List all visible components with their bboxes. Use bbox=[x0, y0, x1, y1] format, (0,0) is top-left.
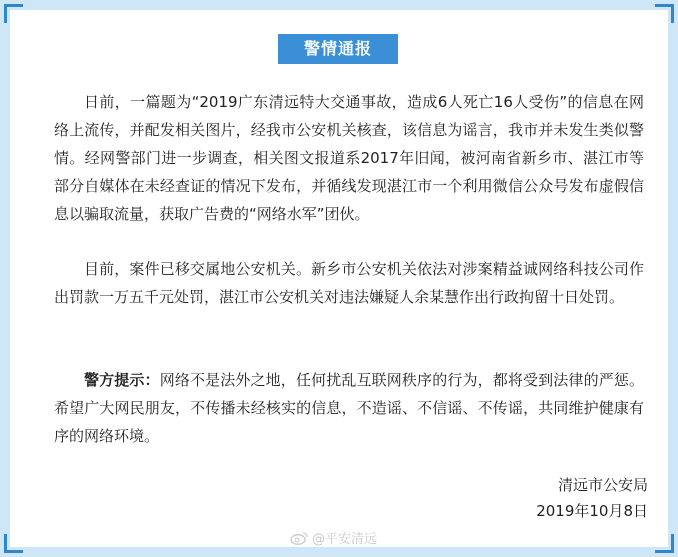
police-tip-text: 网络不是法外之地，任何扰乱互联网秩序的行为，都将受到法律的严惩。希望广大网民朋友，不传播未经核实的信息，不造谣、不信谣、不传谣，共同维护健康有序的网络环境。 bbox=[54, 371, 644, 445]
notice-paragraph-3 bbox=[54, 366, 644, 450]
issuer-name: 清远市公安局 bbox=[557, 476, 648, 494]
notice-paragraph-2: 目前，案件已移交属地公安机关。新乡市公安机关依法对涉案精益诚网络科技公司作出罚款一万五千元处罚，湛江市公安机关对违法嫌疑人余某慧作出行政拘留十日处罚。 bbox=[54, 260, 644, 306]
weibo-icon bbox=[290, 531, 308, 545]
watermark-text: @平安清远 bbox=[312, 532, 378, 547]
watermark bbox=[290, 528, 377, 547]
notice-title: 警情通报 bbox=[278, 34, 398, 64]
notice-paragraph-1: 日前，一篇题为“2019广东清远特大交通事故，造成6人死亡16人受伤”的信息在网络上流传，并配发相关图片，经我市公安机关核查，该信息为谣言，我市并未发生类似警情。经网警部门进一步调查，相关图文报道系2017年旧闻，被河南省新乡市、湛江市等部分自媒体在未经查证的情况下发布，并循线发现湛江市一个利用微信公众号发布虚假信息以骗取流量，获取广告费的“网络水军”团伙。 bbox=[54, 93, 644, 223]
police-tip-label: 警方提示： bbox=[84, 371, 160, 389]
issue-date: 2019年10月8日 bbox=[536, 502, 648, 520]
